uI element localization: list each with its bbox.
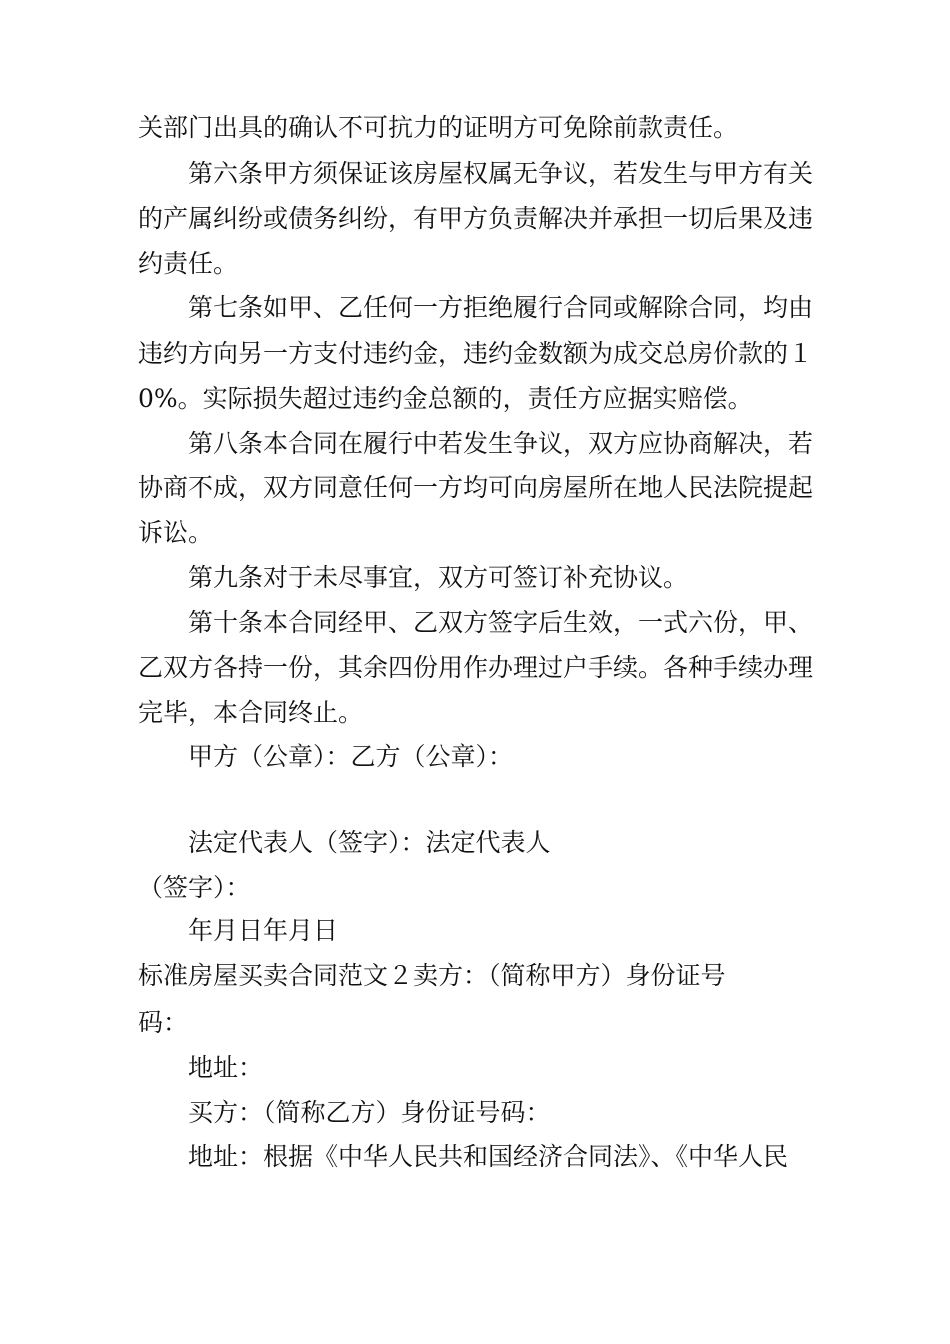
text-line: 关部门出具的确认不可抗力的证明方可免除前款责任。 xyxy=(138,113,739,142)
text-line: 第六条甲方须保证该房屋权属无争议，若发生与甲方有关 xyxy=(188,159,814,188)
text-line: （签字）： xyxy=(138,873,251,902)
text-line: 标准房屋买卖合同范文２卖方：（简称甲方）身份证号 xyxy=(138,961,726,990)
text-line: 约责任。 xyxy=(138,249,239,278)
text-line: 第八条本合同在履行中若发生争议，双方应协商解决，若 xyxy=(188,429,814,458)
text-line: 协商不成，双方同意任何一方均可向房屋所在地人民法院提起 xyxy=(138,473,814,502)
text-line: 乙双方各持一份，其余四份用作办理过户手续。各种手续办理 xyxy=(138,653,814,682)
text-line: 码： xyxy=(138,1008,189,1037)
text-line: 0%。实际损失超过违约金总额的，责任方应据实赔偿。 xyxy=(138,384,753,413)
text-line: 第九条对于未尽事宜，双方可签订补充协议。 xyxy=(188,563,689,592)
text-line: 买方：（简称乙方）身份证号码： xyxy=(188,1098,551,1127)
text-line: 第七条如甲、乙任何一方拒绝履行合同或解除合同，均由 xyxy=(188,293,814,322)
text-line: 违约方向另一方支付违约金，违约金数额为成交总房价款的１ xyxy=(138,339,814,368)
text-line: 的产属纠纷或债务纠纷，有甲方负责解决并承担一切后果及违 xyxy=(138,204,814,233)
text-line: 地址：根据《中华人民共和国经济合同法》、《中华人民 xyxy=(188,1142,789,1171)
text-line: 地址： xyxy=(188,1053,264,1082)
text-line: 法定代表人（签字）：法定代表人 xyxy=(188,828,551,857)
text-line: 年月日年月日 xyxy=(188,916,339,945)
text-line: 诉讼。 xyxy=(138,518,214,547)
text-line: 第十条本合同经甲、乙双方签字后生效，一式六份，甲、 xyxy=(188,608,814,637)
text-line: 完毕，本合同终止。 xyxy=(138,698,364,727)
text-line: 甲方（公章）：乙方（公章）： xyxy=(188,742,514,771)
